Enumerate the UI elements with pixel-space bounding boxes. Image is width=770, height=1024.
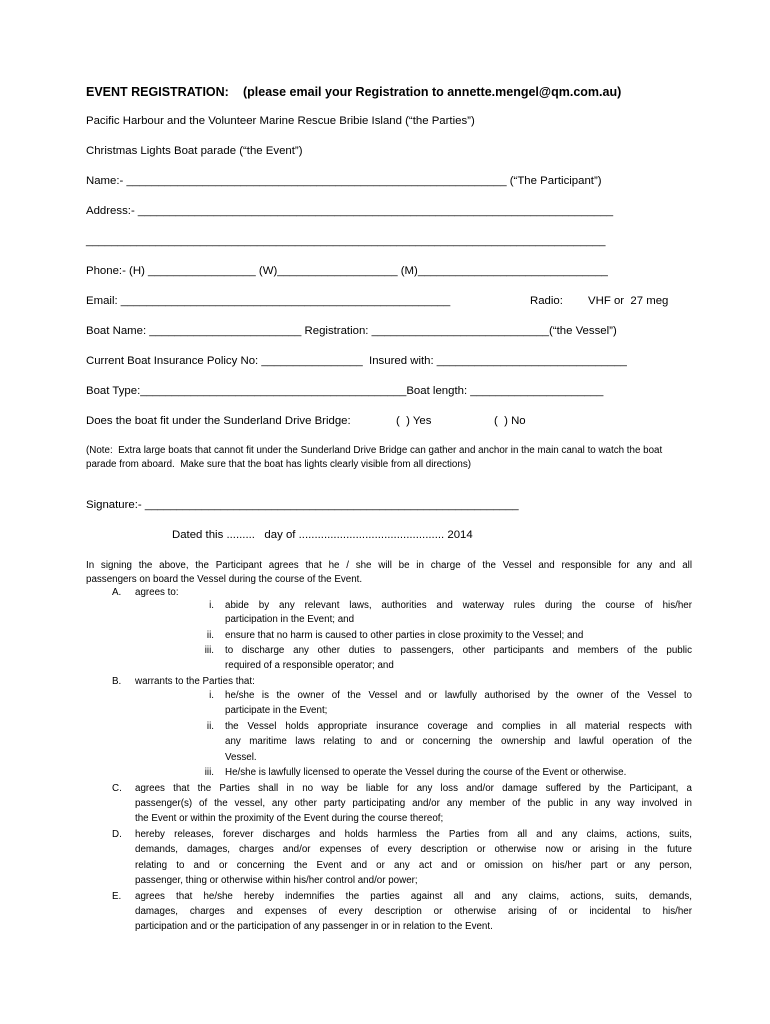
clause-a-item-text: ensure that no harm is caused to other parties in close proximity to the Vessel; and [225,630,584,641]
insurance-field[interactable]: Current Boat Insurance Policy No: ________________ Insured with: ______________________________ [86,355,627,367]
clause-a-item-text: participation in the Event; and [225,614,355,625]
clause-e-text: agrees that he/she hereby indemnifies the parties against all and any claims, actions, suits, demands, [135,891,692,902]
bridge-question: Does the boat fit under the Sunderland Drive Bridge: [86,415,351,427]
clause-b-item-text: he/she is the owner of the Vessel and or lawfully authorised by the owner of the Vessel to [225,690,692,701]
clause-e-text: damages, charges and expenses of every description or otherwise arising of or incidental to his/her [135,906,692,917]
clause-marker: A. [112,587,122,598]
clause-b-text: warrants to the Parties that: [135,676,255,687]
item-marker: ii. [206,630,214,641]
clause-d-text: passenger, thing or otherwise within his/her control and/or power; [135,875,418,886]
address-field[interactable]: Address:- ___________________________________________________________________________ [86,205,614,217]
email-instruction: (please email your Registration to annette.mengel@qm.com.au) [243,85,622,99]
item-marker: i. [209,600,214,611]
clause-b-item-text: the Vessel holds appropriate insurance coverage and complies in all material respects with [225,721,692,732]
radio-options[interactable]: VHF or 27 meg [588,295,669,307]
clause-b-item-text: Vessel. [225,752,257,763]
clause-a-item-text: to discharge any other duties to passengers, other participants and members of the public [225,645,692,656]
clause-b-item-text: He/she is lawfully licensed to operate the Vessel during the course of the Event or otherwise. [225,767,627,778]
clause-d-text: demands, damages, charges and/or expenses of every description or otherwise now or arising in the future [135,844,692,855]
item-marker: iii. [204,645,214,656]
clause-a-item-text: abide by any relevant laws, authorities and waterway rules during the course of his/her [225,600,692,611]
radio-label: Radio: [530,295,563,307]
boat-name-field[interactable]: Boat Name: ________________________ Registration: ____________________________(“the Vessel”) [86,325,617,337]
clause-a-text: agrees to: [135,587,179,598]
clause-a-item-text: required of a responsible operator; and [225,660,394,671]
clause-marker: D. [112,829,122,840]
event-line: Christmas Lights Boat parade (“the Event”) [86,145,303,157]
dated-field[interactable]: Dated this ......... day of .............................................. 2014 [172,529,473,541]
clause-marker: B. [112,676,122,687]
clause-marker: E. [112,891,122,902]
signature-field[interactable]: Signature:- ___________________________________________________________ [86,499,519,511]
clause-c-text: the Event or within the proximity of the Event during the course thereof; [135,813,444,824]
bridge-yes-option[interactable]: ( ) Yes [396,415,432,427]
email-field[interactable]: Email: ____________________________________________________ [86,295,451,307]
clause-e-text: participation and or the participation of any passenger in or in relation to the Event. [135,921,493,932]
boat-type-field[interactable]: Boat Type:__________________________________________Boat length: _____________________ [86,385,604,397]
terms-intro: passengers on board the Vessel during the course of the Event. [86,574,363,585]
item-marker: ii. [206,721,214,732]
bridge-note: (Note: Extra large boats that cannot fit under the Sunderland Drive Bridge can gather and anchor in the main canal to watch the boat [86,445,663,456]
clause-b-item-text: participate in the Event; [225,705,328,716]
bridge-no-option[interactable]: ( ) No [494,415,526,427]
clause-c-text: agrees that the Parties shall in no way be liable for any loss and/or damage suffered by the Participant, a [135,783,692,794]
clause-d-text: hereby releases, forever discharges and holds harmless the Parties from all and any claims, actions, suits, [135,829,692,840]
parties-line: Pacific Harbour and the Volunteer Marine Rescue Bribie Island (“the Parties”) [86,115,475,127]
bridge-note: parade from aboard. Make sure that the boat has lights clearly visible from all directions) [86,459,471,470]
form-title: EVENT REGISTRATION: [86,85,229,99]
terms-intro: In signing the above, the Participant agrees that he / she will be in charge of the Vessel and responsible for any and all [86,560,692,571]
clause-b-item-text: any maritime laws relating to and or concerning the ownership and lawful operation of the [225,736,692,747]
phone-field[interactable]: Phone:- (H) _________________ (W)___________________ (M)______________________________ [86,265,608,277]
item-marker: iii. [204,767,214,778]
clause-marker: C. [112,783,122,794]
clause-d-text: relating to and or concerning the Event and or any act and or omission on his/her part or any person, [135,860,692,871]
address-field-line-2[interactable]: __________________________________________________________________________________ [86,235,606,247]
clause-c-text: passenger(s) of the vessel, any other party participating and/or any member of the public in any way involved in [135,798,692,809]
name-field[interactable]: Name:- ____________________________________________________________ (“The Participant”) [86,175,602,187]
item-marker: i. [209,690,214,701]
